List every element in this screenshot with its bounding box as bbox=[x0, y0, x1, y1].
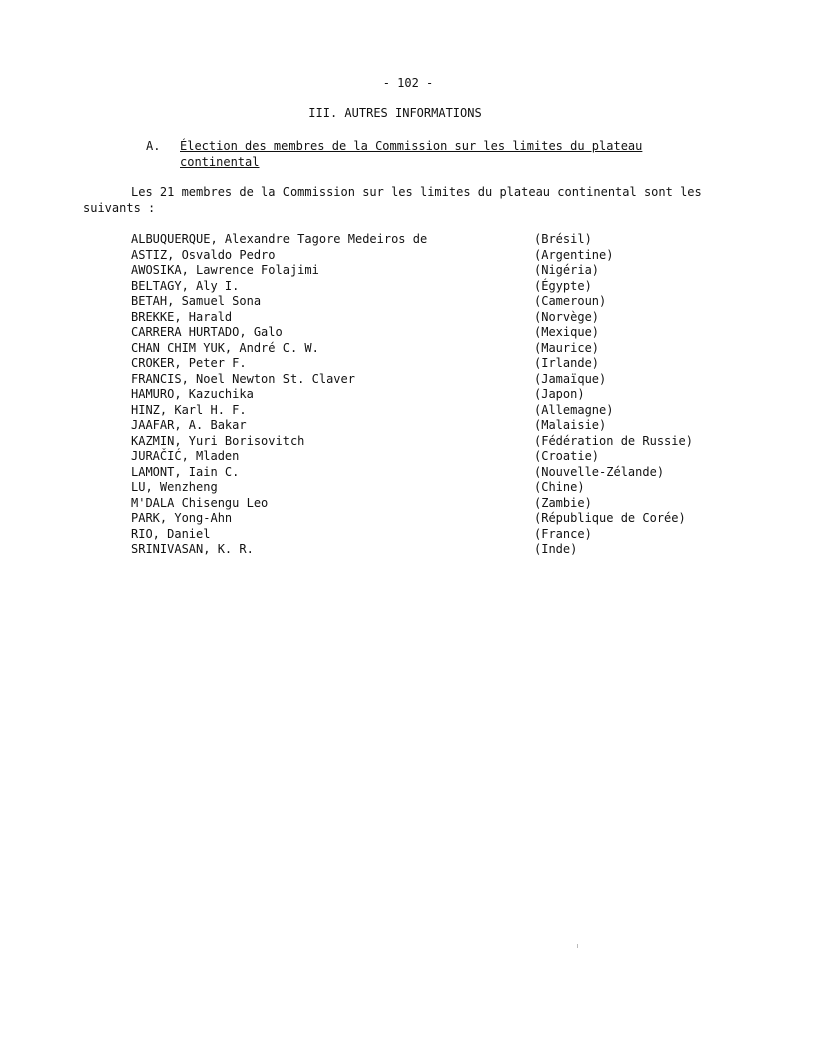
member-name: SRINIVASAN, K. R. bbox=[131, 542, 254, 556]
member-country: (Nouvelle-Zélande) bbox=[534, 464, 665, 479]
member-name: CROKER, Peter F. bbox=[131, 356, 247, 370]
member-row bbox=[131, 542, 731, 558]
scan-speck bbox=[577, 944, 578, 948]
member-country: (Fédération de Russie) bbox=[534, 433, 693, 448]
member-country: (Maurice) bbox=[534, 340, 600, 355]
member-country: (République de Corée) bbox=[534, 511, 686, 525]
member-name: PARK, Yong-Ahn bbox=[131, 511, 233, 525]
member-row bbox=[131, 232, 731, 248]
section-heading: III. AUTRES INFORMATIONS bbox=[308, 106, 482, 120]
subsection-letter: A. bbox=[146, 139, 161, 153]
member-name: KAZMIN, Yuri Borisovitch bbox=[131, 433, 305, 448]
member-country: (Norvège) bbox=[534, 309, 600, 324]
member-country: (Argentine) bbox=[534, 247, 614, 262]
member-row bbox=[131, 480, 731, 496]
member-row bbox=[131, 496, 731, 512]
member-name: RIO, Daniel bbox=[131, 526, 211, 541]
member-row bbox=[131, 527, 731, 543]
member-country: (Cameroun) bbox=[534, 294, 607, 308]
member-country: (Égypte) bbox=[534, 278, 592, 293]
member-row bbox=[131, 372, 731, 388]
member-country: (Allemagne) bbox=[534, 402, 614, 417]
member-name: BREKKE, Harald bbox=[131, 309, 233, 324]
member-name: ALBUQUERQUE, Alexandre Tagore Medeiros de bbox=[131, 232, 428, 246]
member-name: M'DALA Chisengu Leo bbox=[131, 495, 269, 510]
member-country: (Brésil) bbox=[534, 232, 592, 246]
member-country: (Chine) bbox=[534, 480, 585, 494]
member-row bbox=[131, 279, 731, 295]
member-country: (Malaisie) bbox=[534, 418, 607, 432]
member-row bbox=[131, 341, 731, 357]
member-country: (France) bbox=[534, 526, 592, 541]
member-row bbox=[131, 325, 731, 341]
member-name: CHAN CHIM YUK, André C. W. bbox=[131, 340, 319, 355]
intro-text: Les 21 membres de la Commission sur les limites du plateau continental sont les suivants : bbox=[83, 185, 702, 215]
member-country: (Mexique) bbox=[534, 325, 600, 339]
member-name: FRANCIS, Noel Newton St. Claver bbox=[131, 371, 355, 386]
member-name: LAMONT, Iain C. bbox=[131, 464, 240, 479]
page-number: - 102 - bbox=[382, 76, 434, 90]
member-name: LU, Wenzheng bbox=[131, 480, 218, 494]
member-name: BETAH, Samuel Sona bbox=[131, 294, 262, 308]
member-row bbox=[131, 434, 731, 450]
member-name: JURAČIĆ, Mladen bbox=[131, 449, 240, 463]
member-name: CARRERA HURTADO, Galo bbox=[131, 325, 283, 339]
member-row bbox=[131, 263, 731, 279]
member-list bbox=[131, 232, 731, 558]
member-name: AWOSIKA, Lawrence Folajimi bbox=[131, 263, 319, 277]
member-country: (Jamaïque) bbox=[534, 371, 607, 386]
member-country: (Irlande) bbox=[534, 356, 600, 370]
member-row bbox=[131, 387, 731, 403]
member-country: (Croatie) bbox=[534, 449, 600, 463]
member-row bbox=[131, 403, 731, 419]
member-row bbox=[131, 248, 731, 264]
member-country: (Japon) bbox=[534, 387, 585, 401]
member-country: (Nigéria) bbox=[534, 263, 600, 277]
member-row bbox=[131, 294, 731, 310]
member-row bbox=[131, 449, 731, 465]
member-country: (Zambie) bbox=[534, 495, 592, 510]
subsection-title: Élection des membres de la Commission sur les limites du plateau continental bbox=[180, 139, 643, 169]
member-name: BELTAGY, Aly I. bbox=[131, 278, 240, 293]
member-name: HAMURO, Kazuchika bbox=[131, 387, 254, 401]
member-row bbox=[131, 418, 731, 434]
member-name: JAAFAR, A. Bakar bbox=[131, 418, 247, 432]
member-row bbox=[131, 465, 731, 481]
intro-paragraph bbox=[83, 185, 723, 216]
member-name: HINZ, Karl H. F. bbox=[131, 402, 247, 417]
member-row bbox=[131, 310, 731, 326]
member-row bbox=[131, 356, 731, 372]
member-row bbox=[131, 511, 731, 527]
member-country: (Inde) bbox=[534, 542, 578, 556]
member-name: ASTIZ, Osvaldo Pedro bbox=[131, 247, 276, 262]
